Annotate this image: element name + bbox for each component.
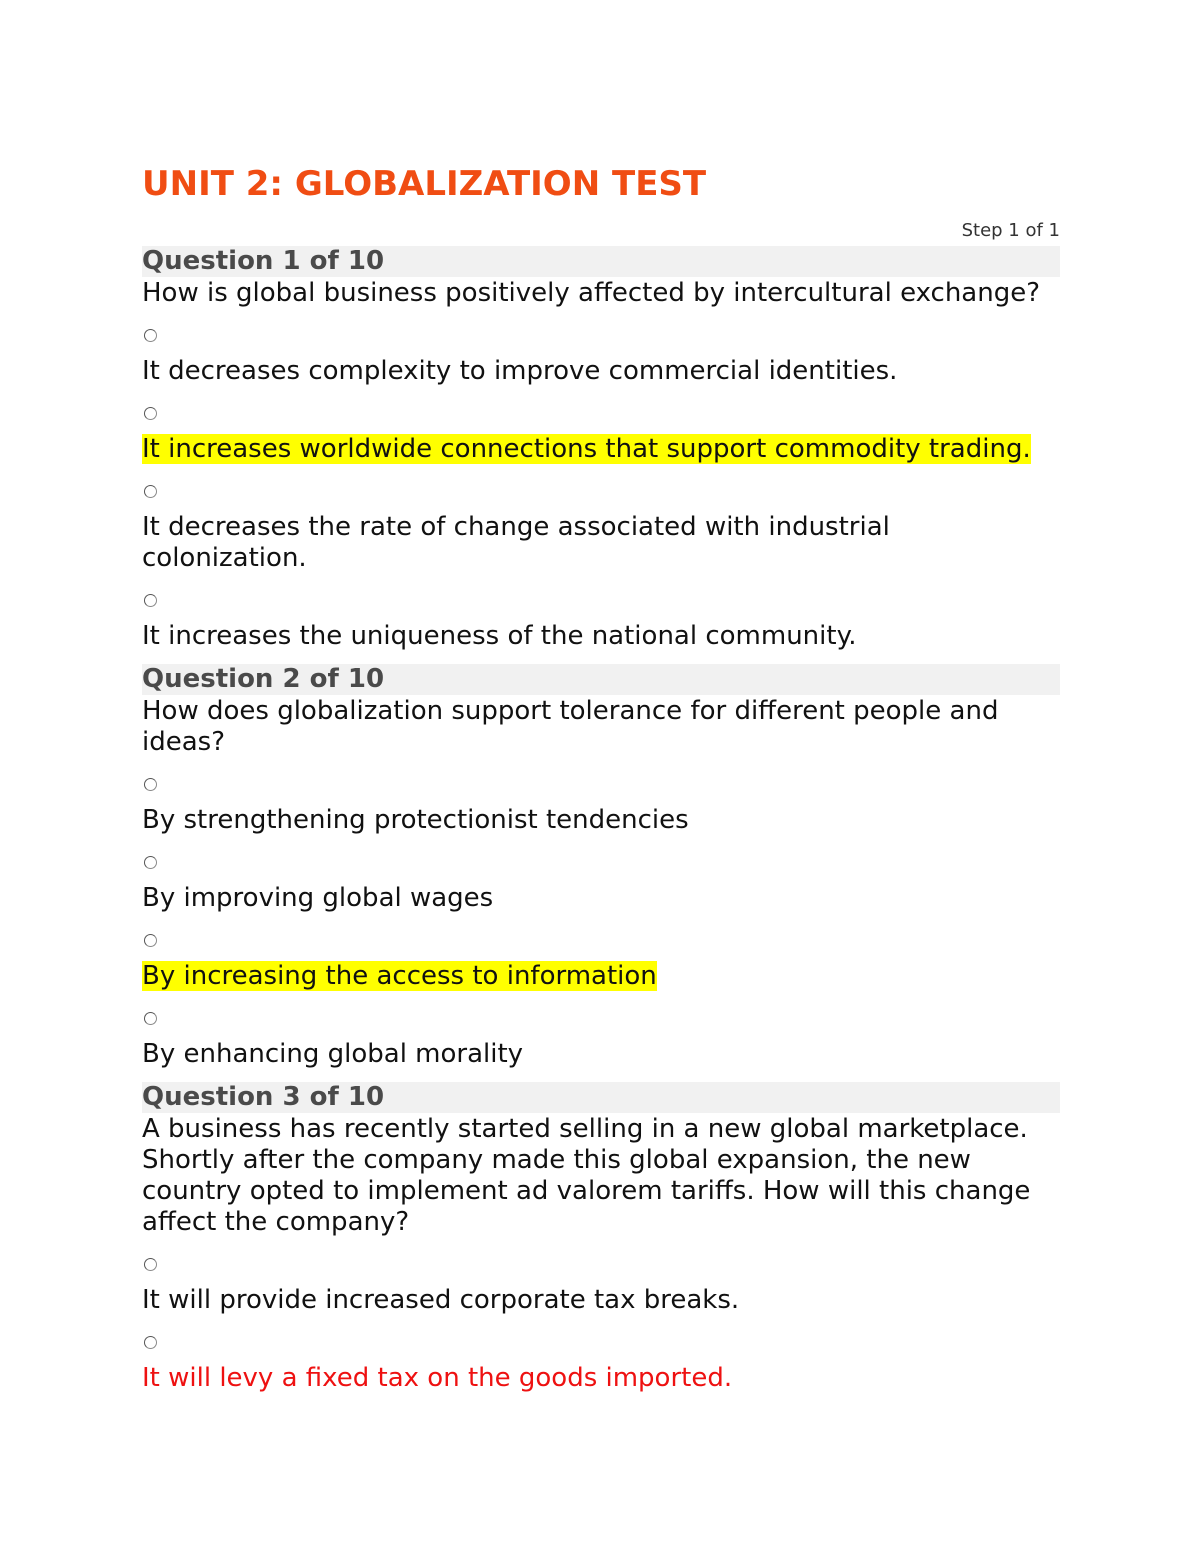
- answer-label: [142, 434, 1060, 465]
- radio-button[interactable]: [144, 934, 157, 947]
- test-page: [142, 162, 1060, 1394]
- highlighted-answer: By increasing the access to information: [142, 961, 657, 991]
- answer-label: [142, 1363, 1060, 1394]
- radio-button[interactable]: [144, 856, 157, 869]
- answer-label: It increases the uniqueness of the national community.: [142, 621, 857, 651]
- answer-label: By improving global wages: [142, 883, 494, 913]
- answer-label: [142, 961, 1060, 992]
- radio-button[interactable]: [144, 407, 157, 420]
- answer-label: It will provide increased corporate tax breaks.: [142, 1285, 740, 1315]
- question-text: How is global business positively affected by intercultural exchange?: [142, 278, 1041, 308]
- page-title: UNIT 2: GLOBALIZATION TEST: [142, 164, 707, 204]
- radio-button[interactable]: [144, 485, 157, 498]
- radio-button[interactable]: [144, 329, 157, 342]
- answer-label: By strengthening protectionist tendencies: [142, 805, 689, 835]
- step-indicator: Step 1 of 1: [961, 220, 1060, 241]
- answer-option[interactable]: [142, 1258, 1060, 1316]
- radio-button[interactable]: [144, 778, 157, 791]
- answer-option[interactable]: [142, 407, 1060, 465]
- radio-button[interactable]: [144, 594, 157, 607]
- question-2: [142, 664, 1060, 1070]
- radio-button[interactable]: [144, 1336, 157, 1349]
- question-text: How does globalization support tolerance for different people and ideas?: [142, 696, 999, 757]
- question-header: Question 2 of 10: [142, 664, 1060, 695]
- question-1: [142, 246, 1060, 652]
- question-text: A business has recently started selling in a new global marketplace. Shortly after the company made this global expansion, the new country opted to implement ad valorem tariffs. How will this change affect the company?: [142, 1114, 1031, 1237]
- answer-option[interactable]: [142, 594, 1060, 652]
- answer-option[interactable]: [142, 934, 1060, 992]
- answer-option[interactable]: [142, 1012, 1060, 1070]
- highlighted-answer: It increases worldwide connections that support commodity trading.: [142, 434, 1031, 464]
- answer-option[interactable]: [142, 856, 1060, 914]
- answer-option[interactable]: [142, 485, 1060, 574]
- radio-button[interactable]: [144, 1012, 157, 1025]
- question-header: Question 1 of 10: [142, 246, 1060, 277]
- radio-button[interactable]: [144, 1258, 157, 1271]
- answer-label: It decreases complexity to improve commercial identities.: [142, 356, 898, 386]
- answer-label: By enhancing global morality: [142, 1039, 524, 1069]
- answer-option[interactable]: [142, 1336, 1060, 1394]
- answer-label: It decreases the rate of change associated with industrial colonization.: [142, 512, 890, 573]
- answer-option[interactable]: [142, 778, 1060, 836]
- answer-option[interactable]: [142, 329, 1060, 387]
- red-answer: It will levy a fixed tax on the goods imported.: [142, 1363, 733, 1393]
- question-3: [142, 1082, 1060, 1394]
- question-header: Question 3 of 10: [142, 1082, 1060, 1113]
